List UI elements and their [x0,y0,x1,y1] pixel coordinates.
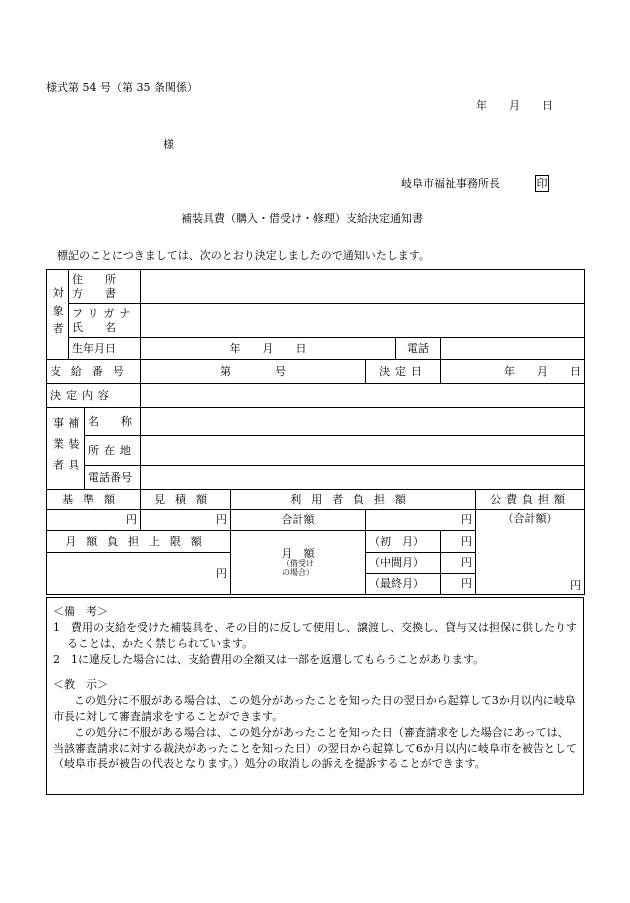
monthly-limit-value: 円 [47,552,231,595]
remarks-heading: ＜備 考＞ [53,605,108,618]
vendor-name-label: 名 称 [85,408,141,436]
addressee-suffix: 様 [163,138,174,151]
issuer-name: 岐阜市福祉事務所長 [401,177,500,190]
last-month-label: （最終月） [366,574,441,595]
form-number: 様式第 54 号（第 35 条関係） [46,81,198,94]
decision-content-label: 決定内容 [47,384,141,408]
notice-heading: ＜教 示＞ [53,677,108,691]
notice-1: この処分に不服がある場合は、この処分があったことを知った日の翌日から起算して3か月以内に岐阜市長に対して審査請求をすることができます。 [53,693,576,723]
public-burden-label: 公費負担額 [476,490,585,510]
name-value [141,304,585,338]
intro-text: 標記のことにつきましては、次のとおり決定しましたので通知いたします。 [57,249,430,262]
remark-2: 2 1に違反した場合には、支給費用の全額又は一部を返還してもらうことがあります。 [53,652,485,666]
address-value [141,270,585,304]
decision-content-value [141,384,585,408]
estimate-label: 見積額 [141,490,231,510]
vendor-address-label: 所在地 [85,436,141,466]
vendor-address-value [141,436,585,466]
estimate-value: 円 [141,510,231,531]
decision-table [46,269,585,595]
notes-box [46,597,584,795]
vendor-phone-label: 電話番号 [85,466,141,490]
remark-1: 1 費用の支給を受けた補装具を、その目的に反して使用し、譲渡し、交換し、貸与又は担保に供したりすることは、かたく禁じられています。 [53,620,577,650]
first-month-value: 円 [441,531,476,553]
pay-number-value: 第 号 [141,360,366,384]
phone-value [441,338,585,360]
decision-date-value: 年 月 日 [441,360,585,384]
decision-date-label: 決定日 [366,360,441,384]
monthly-limit-label: 月額負担上限額 [47,531,231,553]
base-amount-value: 円 [47,510,141,531]
user-burden-label: 利用者負担額 [231,490,476,510]
subject-label: 対象者 [47,270,69,360]
seal-mark: 印 [536,177,548,190]
issue-date: 年 月 日 [476,99,553,112]
base-amount-label: 基準額 [47,490,141,510]
public-total: （合計額） 円 [476,510,585,595]
birth-value: 年 月 日 [141,338,396,360]
total-value: 円 [366,510,476,531]
total-label: 合計額 [231,510,366,531]
first-month-label: （初 月） [366,531,441,553]
document-title: 補装具費（購入・借受け・修理）支給決定通知書 [181,212,423,225]
last-month-value: 円 [441,574,476,595]
name-labels: フリガナ 氏 名 [69,304,141,338]
phone-label: 電話 [396,338,441,360]
vendor-phone-value [141,466,585,490]
notice-2: この処分に不服がある場合は、この処分があったことを知った日（審査請求をした場合にあっては、当該審査請求に対する裁決があったことを知った日）の翌日から起算して6か月以内に岐阜市を被告として（岐阜市長が被告の代表となります。）処分の取消しの訴えを提訴することができます。 [53,725,577,771]
monthly-label: 月 額 （借受け の場合） [231,531,366,595]
birth-label: 生年月日 [69,338,141,360]
vendor-name-value [141,408,585,436]
middle-month-label: （中間月） [366,552,441,574]
pay-number-label: 支給番号 [47,360,141,384]
address-labels: 住 所 方 書 [69,270,141,304]
vendor-label: 事業者 補装具 [47,408,85,490]
middle-month-value: 円 [441,552,476,574]
